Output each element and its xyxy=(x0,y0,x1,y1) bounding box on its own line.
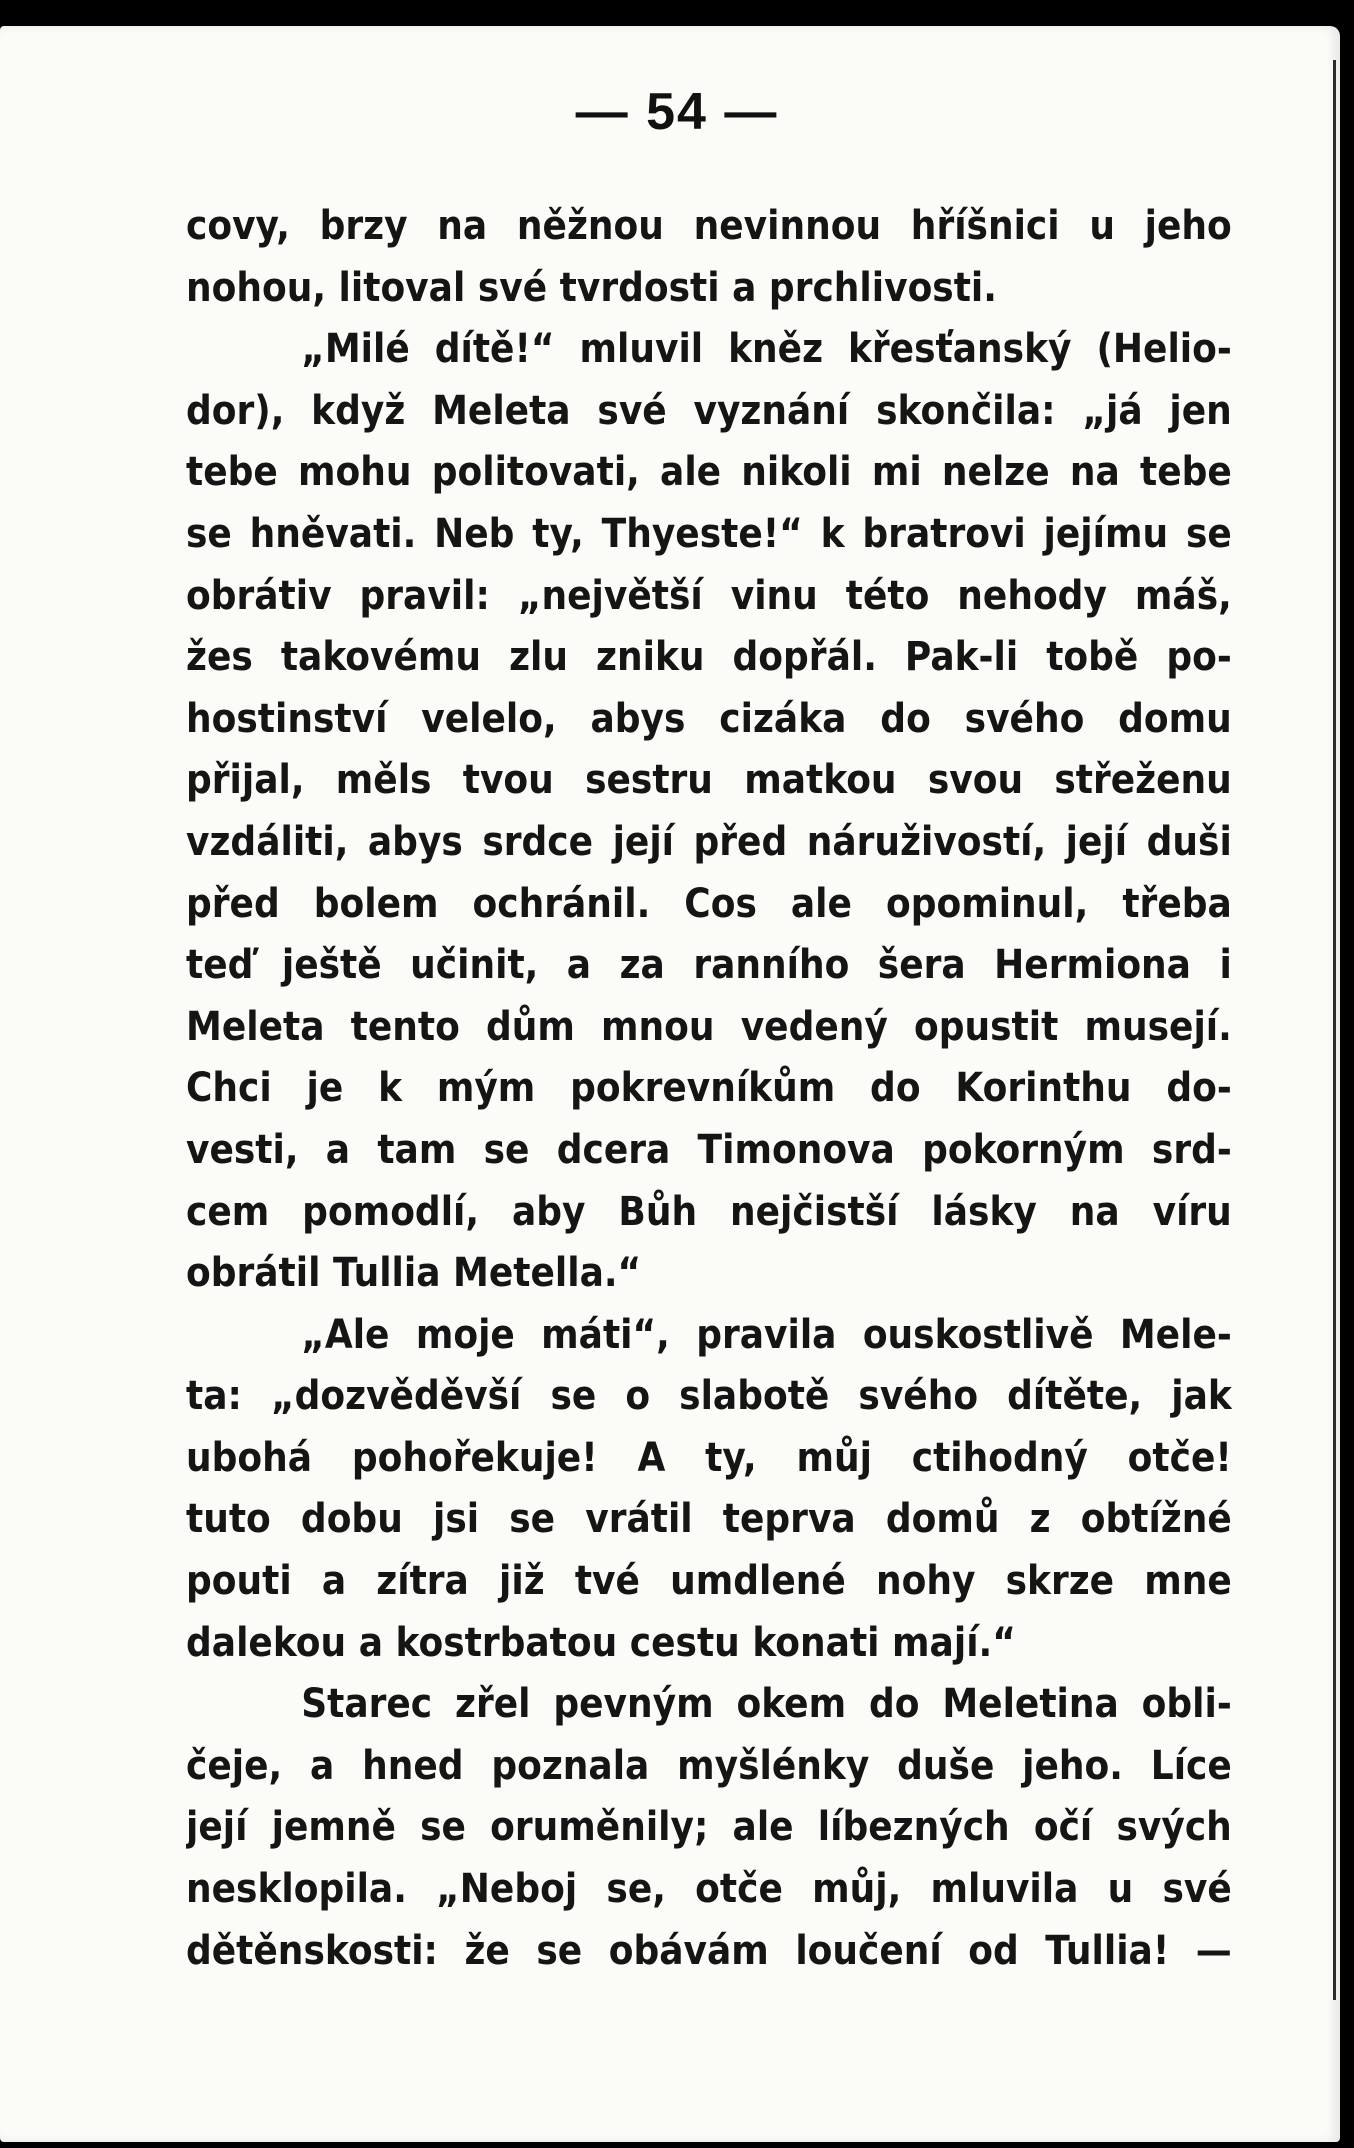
text-line: covy, brzy na něžnou nevinnou hříšnici u jeho xyxy=(186,203,1232,249)
text-line: „Ale moje máti“, pravila ouskostlivě Mele- xyxy=(301,1311,1232,1358)
text-line: teď ještě učinit, a za ranního šera Hermiona i xyxy=(186,942,1232,989)
text-line: přijal, měls tvou sestru matkou svou střeženu xyxy=(186,757,1232,804)
text-line: vzdáliti, abys srdce její před náruživostí, její duši xyxy=(186,818,1232,865)
text-line: pouti a zítra již tvé umdlené nohy skrze mne xyxy=(186,1558,1232,1605)
text-line: nesklopila. „Neboj se, otče můj, mluvila u své xyxy=(186,1866,1232,1913)
text-line: ubohá pohořekuje! A ty, můj ctihodný otče! xyxy=(186,1434,1232,1481)
text-line: Meleta tento dům mnou vedený opustit musejí. xyxy=(186,1003,1232,1050)
text-line: Starec zřel pevným okem do Meletina obli- xyxy=(301,1681,1232,1728)
text-line: Chci je k mým pokrevníkům do Korinthu do- xyxy=(186,1065,1232,1112)
text-line: dalekou a kostrbatou cestu konati mají.“ xyxy=(186,1619,1016,1666)
text-line: dor), když Meleta své vyznání skončila: „já jen xyxy=(186,387,1232,434)
text-line: její jemně se oruměnily; ale líbezných očí svých xyxy=(186,1804,1232,1851)
text-line: nohou, litoval své tvrdosti a prchlivosti. xyxy=(186,264,997,311)
text-line: hostinství velelo, abys cizáka do svého domu xyxy=(186,695,1232,742)
page-number: — 54 — xyxy=(575,83,779,141)
text-line: „Milé dítě!“ mluvil kněz křesťanský (Helio- xyxy=(301,326,1232,373)
page-edge-rule xyxy=(1333,60,1336,2000)
text-line: dětěnskosti: že se obávám loučení od Tullia! — xyxy=(186,1927,1232,1974)
text-line: obrátil Tullia Metella.“ xyxy=(186,1250,642,1297)
text-line: se hněvati. Neb ty, Thyeste!“ k bratrovi jejímu se xyxy=(186,510,1232,557)
body-text xyxy=(186,196,1232,1982)
text-line: tebe mohu politovati, ale nikoli mi nelze na tebe xyxy=(186,449,1232,496)
text-line: čeje, a hned poznala myšlénky duše jeho. Líce xyxy=(186,1742,1232,1789)
text-line: obrátiv pravil: „největší vinu této nehody máš, xyxy=(186,572,1232,619)
text-line: cem pomodlí, aby Bůh nejčistší lásky na víru xyxy=(186,1188,1232,1235)
text-line: tuto dobu jsi se vrátil teprva domů z obtížné xyxy=(186,1496,1232,1543)
text-line: vesti, a tam se dcera Timonova pokorným srd- xyxy=(186,1126,1232,1173)
text-line: před bolem ochránil. Cos ale opominul, třeba xyxy=(186,880,1232,927)
text-line: ta: „dozvěděvší se o slabotě svého dítěte, jak xyxy=(186,1373,1232,1420)
text-line: žes takovému zlu zniku dopřál. Pak-li tobě po- xyxy=(186,634,1232,681)
